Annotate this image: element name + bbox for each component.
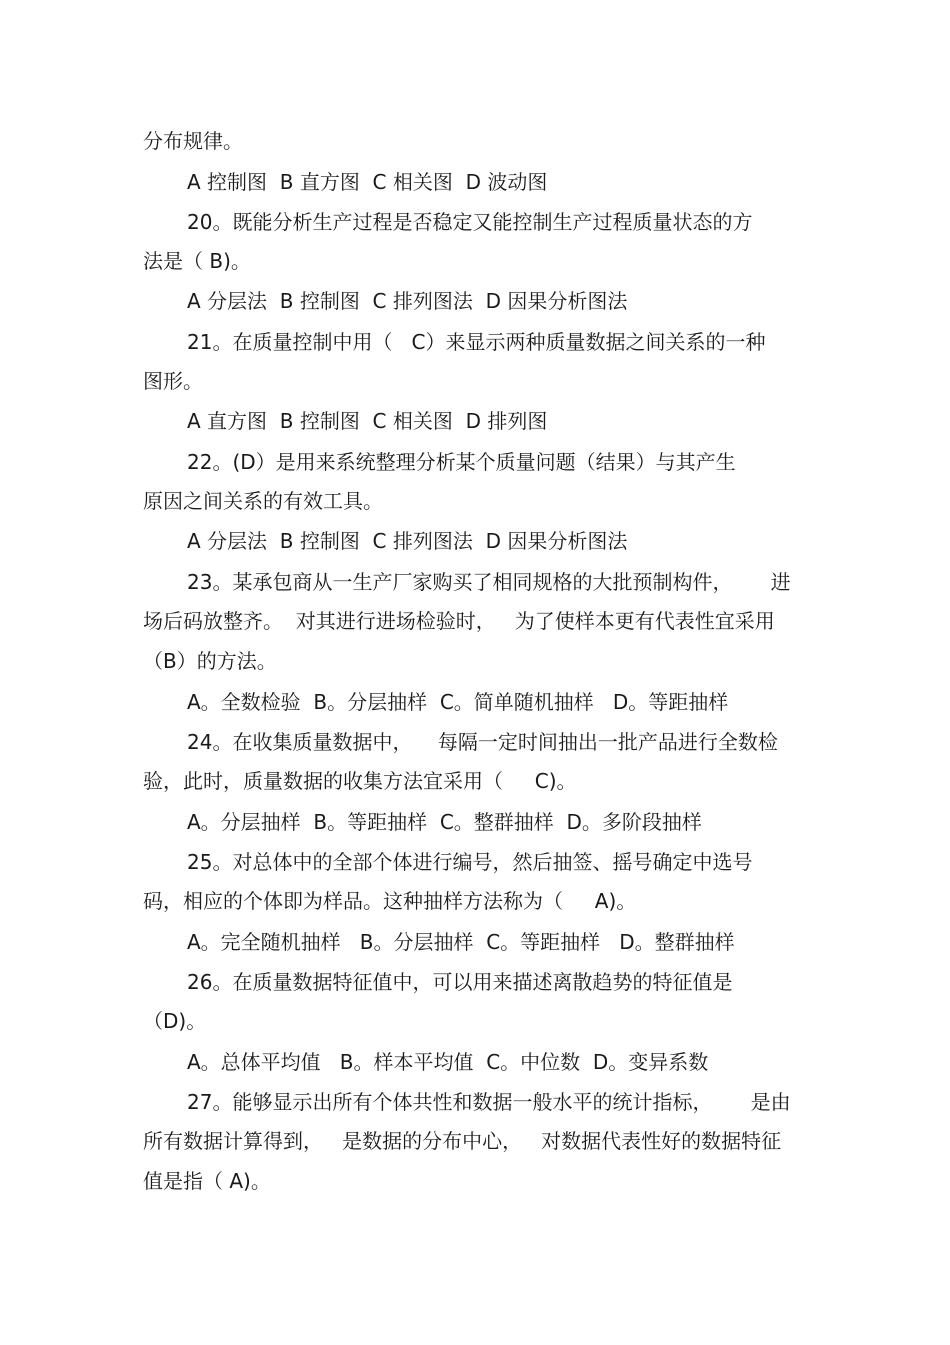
answer-options: A。分层抽样 B。等距抽样 C。整群抽样 D。多阶段抽样 <box>187 810 702 834</box>
question-20: 20。既能分析生产过程是否稳定又能控制生产过程质量状态的方 <box>187 210 753 234</box>
question-23: 23。某承包商从一生产厂家购买了相同规格的大批预制构件， 进 <box>187 570 791 594</box>
answer-options: A 分层法 B 控制图 C 排列图法 D 因果分析图法 <box>187 289 628 313</box>
answer-options: A。完全随机抽样 B。分层抽样 C。等距抽样 D。整群抽样 <box>187 930 735 954</box>
text-line: 原因之间关系的有效工具。 <box>143 489 383 513</box>
answer-options: A。总体平均值 B。样本平均值 C。中位数 D。变异系数 <box>187 1050 709 1074</box>
text-line: 所有数据计算得到， 是数据的分布中心， 对数据代表性好的数据特征 <box>143 1129 782 1153</box>
text-line: （B）的方法。 <box>143 649 277 673</box>
text-line: 法是（ B)。 <box>143 249 251 273</box>
text-line: 码，相应的个体即为样品。这种抽样方法称为（ A)。 <box>143 889 637 913</box>
answer-options: A。全数检验 B。分层抽样 C。简单随机抽样 D。等距抽样 <box>187 690 729 714</box>
question-25: 25。对总体中的全部个体进行编号，然后抽签、摇号确定中选号 <box>187 850 753 874</box>
answer-options: A 分层法 B 控制图 C 排列图法 D 因果分析图法 <box>187 529 628 553</box>
question-24: 24。在收集质量数据中， 每隔一定时间抽出一批产品进行全数检 <box>187 730 778 754</box>
text-line: 值是指（ A)。 <box>143 1169 271 1193</box>
text-line: （D)。 <box>143 1009 207 1033</box>
text-line: 场后码放整齐。 对其进行进场检验时， 为了使样本更有代表性宜采用 <box>143 609 775 633</box>
question-22: 22。(D）是用来系统整理分析某个质量问题（结果）与其产生 <box>187 450 736 474</box>
question-26: 26。在质量数据特征值中，可以用来描述离散趋势的特征值是 <box>187 970 733 994</box>
text-line: 分布规律。 <box>143 129 243 153</box>
answer-options: A 直方图 B 控制图 C 相关图 D 排列图 <box>187 409 548 433</box>
question-27: 27。能够显示出所有个体共性和数据一般水平的统计指标， 是由 <box>187 1090 791 1114</box>
answer-options: A 控制图 B 直方图 C 相关图 D 波动图 <box>187 170 548 194</box>
text-line: 图形。 <box>143 369 203 393</box>
text-line: 验，此时，质量数据的收集方法宜采用（ C)。 <box>143 769 577 793</box>
question-21: 21。在质量控制中用（ C）来显示两种质量数据之间关系的一种 <box>187 330 766 354</box>
